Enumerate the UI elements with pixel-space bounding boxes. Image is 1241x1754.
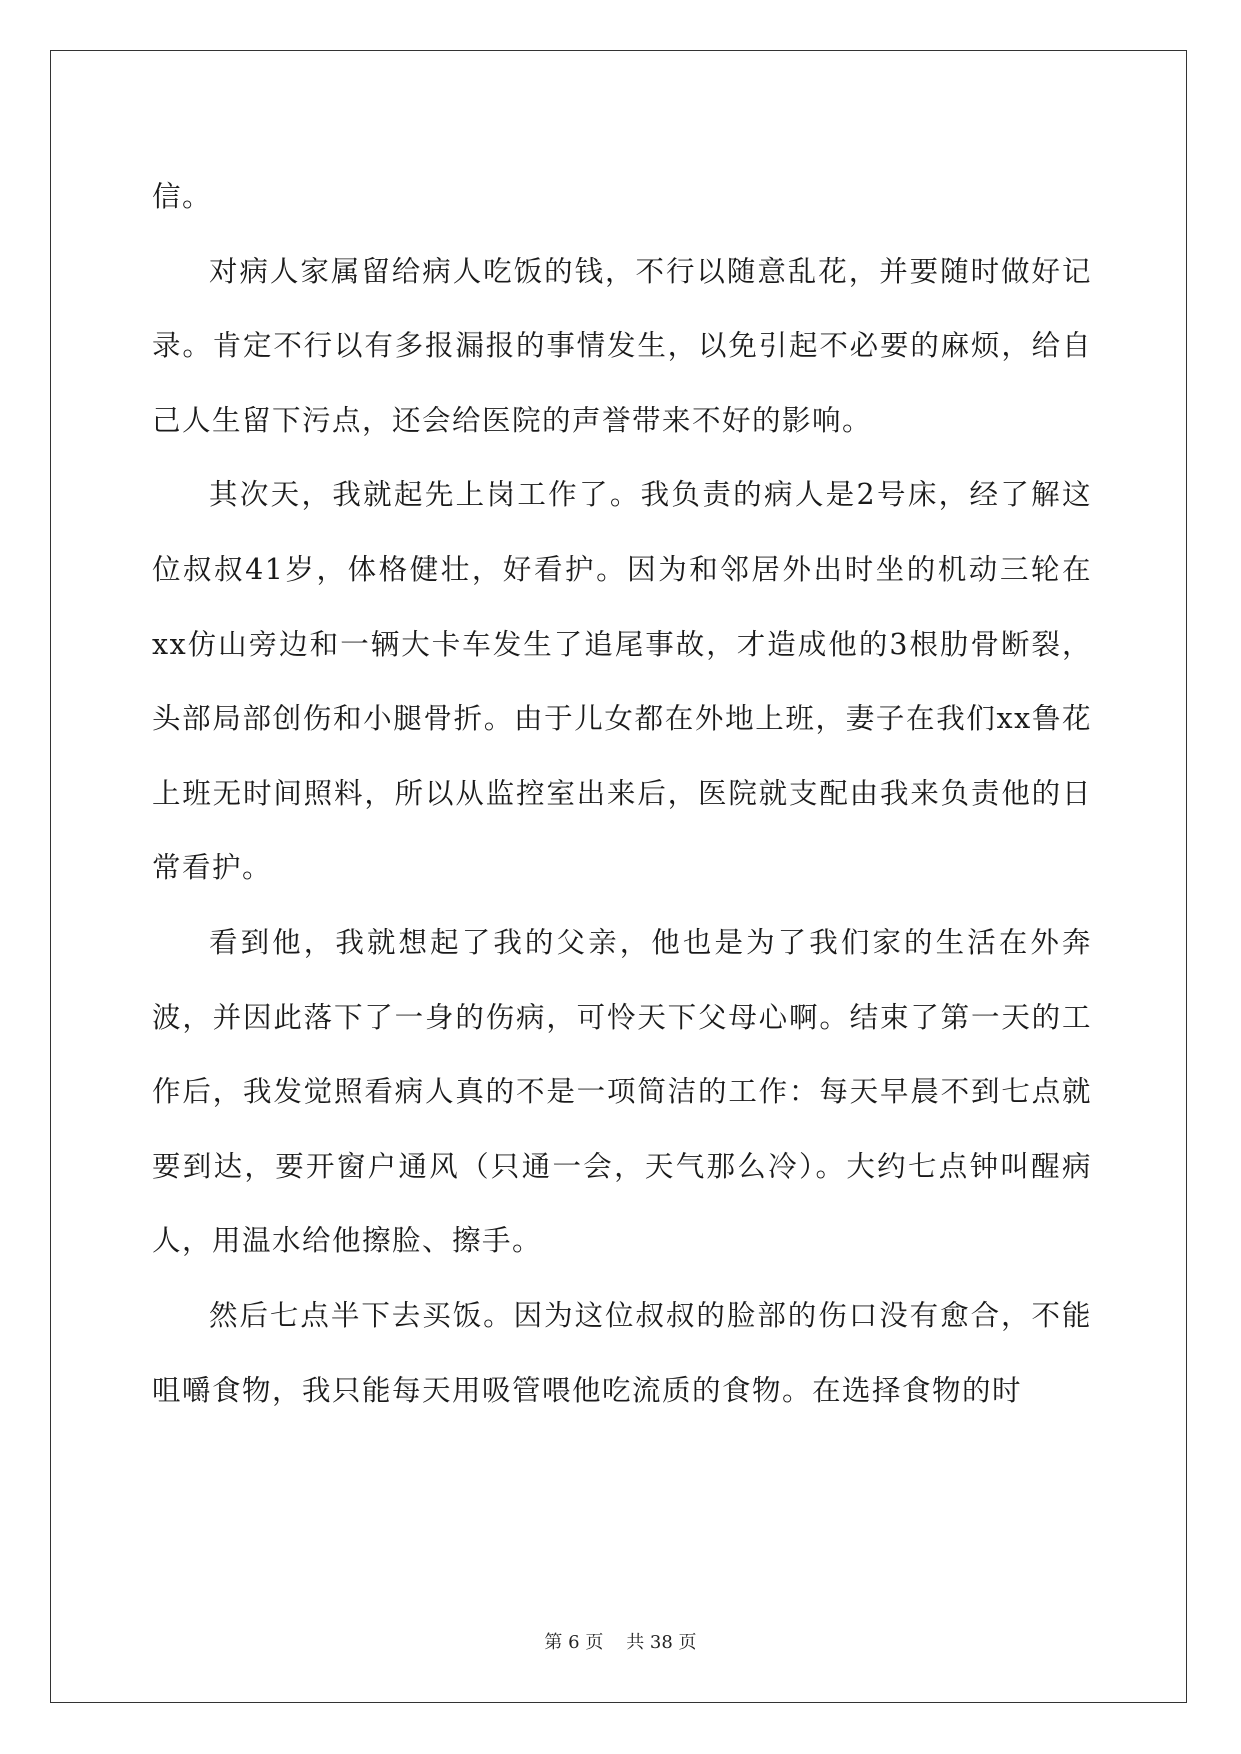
paragraph-3: 其次天，我就起先上岗工作了。我负责的病人是2号床，经了解这位叔叔41岁，体格健壮，好看护。因为和邻居外出时坐的机动三轮在xx仿山旁边和一辆大卡车发生了追尾事故，才造成他的3根肋骨断裂，头部局部创伤和小腿骨折。由于儿女都在外地上班，妻子在我们xx鲁花上班无时间照料，所以从监控室出来后，医院就支配由我来负责他的日常看护。 bbox=[152, 478, 1092, 885]
paragraph-1: 信。 bbox=[152, 180, 213, 213]
paragraph-4: 看到他，我就想起了我的父亲，他也是为了我们家的生活在外奔波，并因此落下了一身的伤病，可怜天下父母心啊。结束了第一天的工作后，我发觉照看病人真的不是一项简洁的工作：每天早晨不到七点就要到达，要开窗户通风（只通一会，天气那么冷）。大约七点钟叫醒病人，用温水给他擦脸、擦手。 bbox=[152, 925, 1092, 1258]
page-number-footer: 第 6 页 共 38 页 bbox=[544, 1632, 697, 1653]
paragraph-5: 然后七点半下去买饭。因为这位叔叔的脸部的伤口没有愈合，不能咀嚼食物，我只能每天用吸管喂他吃流质的食物。在选择食物的时 bbox=[152, 1298, 1092, 1407]
paragraph-2: 对病人家属留给病人吃饭的钱，不行以随意乱花，并要随时做好记录。肯定不行以有多报漏报的事情发生，以免引起不必要的麻烦，给自己人生留下污点，还会给医院的声誉带来不好的影响。 bbox=[152, 254, 1092, 437]
document-body bbox=[152, 160, 1092, 1428]
